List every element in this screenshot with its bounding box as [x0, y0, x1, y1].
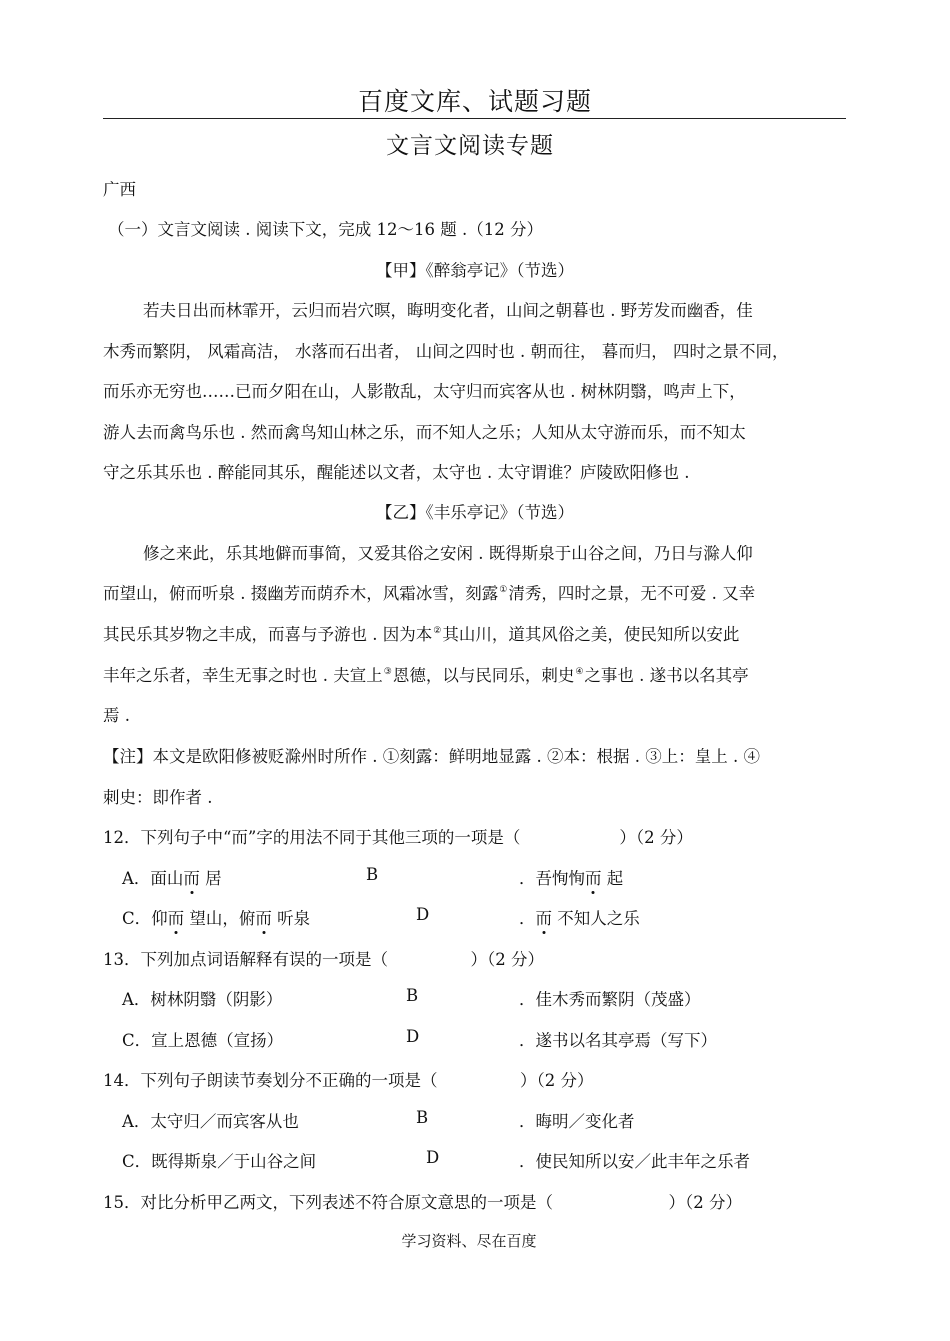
dotted-char: 而: [167, 909, 185, 928]
option-text: 居: [205, 869, 222, 888]
q13-option-a: [122, 986, 282, 1010]
option-text: 不知人之乐: [557, 909, 640, 928]
passage-b-text: 恩德，以与民同乐，刺史: [392, 666, 575, 685]
q13-option-b-label: B: [406, 986, 419, 1005]
passage-b-text: 而望山，俯而听泉 . 掇幽芳而荫乔木，风霜冰雪，刻露: [103, 584, 499, 603]
option-label: C．: [122, 1031, 152, 1050]
passage-b-text: 清秀，四时之景，无不可爱 . 又幸: [508, 584, 756, 603]
passage-b-title: 【乙】《丰乐亭记》（节选）: [376, 503, 574, 522]
dotted-char: 而: [585, 869, 602, 888]
document-title: 文言文阅读专题: [386, 133, 554, 159]
passage-a-title: 【甲】《醉翁亭记》（节选）: [376, 261, 574, 280]
passage-b-text: 其山川，道其风俗之美，使民知所以安此: [442, 625, 740, 644]
passage-a-line: 而乐亦无穷也……已而夕阳在山，人影散乱，太守归而宾客从也 . 树林阴翳，鸣声上下，: [103, 382, 746, 401]
option-label: C．: [122, 1152, 152, 1171]
dotted-char: 而: [183, 869, 200, 888]
header-divider: [103, 118, 846, 119]
footnote-marker: ③: [383, 667, 392, 677]
annotation-line: 刺史：即作者 .: [103, 788, 213, 807]
option-text: 望山，俯: [189, 909, 256, 928]
q14-option-d-label: D: [426, 1148, 440, 1167]
page-footer: 学习资料、尽在百度: [401, 1232, 537, 1250]
q13-option-d: ．遂书以名其亭焉（写下）: [519, 1031, 717, 1050]
q12-option-d-label: D: [416, 905, 430, 924]
q14-option-b-label: B: [416, 1108, 429, 1127]
region-label: 广西: [103, 180, 136, 199]
question-13-stem: 13．下列加点词语解释有误的一项是（ ）（2 分）: [103, 950, 544, 969]
option-text: 宣上恩德（宣扬）: [151, 1031, 284, 1050]
option-label: A．: [122, 1112, 151, 1131]
footnote-marker: ④: [575, 667, 584, 677]
footnote-marker: ②: [433, 626, 442, 636]
passage-b-text: 其民乐其岁物之丰成，而喜与予游也 . 因为本: [103, 625, 433, 644]
q12-option-c: [122, 905, 310, 929]
q14-option-a: [122, 1108, 299, 1132]
dotted-char: 而: [255, 909, 272, 928]
passage-b-line: 焉 .: [103, 706, 130, 725]
q13-option-c: [122, 1027, 283, 1051]
option-text: ．: [519, 909, 536, 928]
q12-option-a: [122, 865, 222, 889]
option-text: 树林阴翳（阴影）: [150, 990, 283, 1009]
q12-option-b: [519, 865, 623, 889]
passage-b-line: 修之来此，乐其地僻而事简，又爱其俗之安闲 . 既得斯泉于山谷之间，乃日与滁人仰: [143, 544, 753, 563]
passage-b-text: 之事也 . 遂书以名其亭: [584, 666, 749, 685]
passage-b-line: [103, 662, 749, 686]
q14-option-c: [122, 1148, 316, 1172]
passage-a-line: 游人去而禽鸟乐也 . 然而禽鸟知山林之乐，而不知人之乐；人知从太守游而乐，而不知太: [103, 423, 746, 442]
option-text: 既得斯泉／于山谷之间: [151, 1152, 317, 1171]
option-label: A．: [122, 990, 151, 1009]
dotted-char: 而: [535, 909, 552, 928]
option-text: 起: [606, 869, 624, 888]
q14-option-b: ．晦明／变化者: [519, 1112, 635, 1131]
option-text: 面山: [150, 869, 184, 888]
passage-b-line: [103, 621, 739, 645]
q12-option-d: [519, 905, 640, 929]
q12-option-b-label: B: [366, 865, 379, 884]
passage-a-line: 木秀而繁阴， 风霜高洁， 水落而石出者， 山间之四时也 . 朝而往， 暮而归， 四时之景不同，: [103, 342, 789, 361]
option-label: C．: [122, 909, 152, 928]
option-text: 太守归／而宾客从也: [150, 1112, 299, 1131]
passage-a-line: 若夫日出而林霏开，云归而岩穴暝，晦明变化者，山间之朝暮也 . 野芳发而幽香，佳: [143, 301, 753, 320]
option-text: 仰: [151, 909, 168, 928]
option-text: ．吾恂恂: [519, 869, 585, 888]
passage-b-text: 丰年之乐者，幸生无事之时也 . 夫宣上: [103, 666, 383, 685]
header-title: 百度文库、试题习题: [357, 87, 592, 116]
footnote-marker: ①: [499, 585, 508, 595]
option-text: 听泉: [277, 909, 311, 928]
q14-option-d: ．使民知所以安／此丰年之乐者: [519, 1152, 750, 1171]
question-15-stem: 15．对比分析甲乙两文，下列表述不符合原文意思的一项是（ ）（2 分）: [103, 1193, 742, 1212]
question-12-stem: 12．下列句子中“而”字的用法不同于其他三项的一项是（ ）（2 分）: [103, 828, 693, 847]
option-label: A．: [122, 869, 151, 888]
question-14-stem: 14．下列句子朗读节奏划分不正确的一项是（ ）（2 分）: [103, 1071, 594, 1090]
passage-a-line: 守之乐其乐也 . 醉能同其乐，醒能述以文者，太守也 . 太守谓谁？庐陵欧阳修也 .: [103, 463, 690, 482]
passage-b-line: [103, 580, 755, 604]
annotation-line: 【注】本文是欧阳修被贬滁州时所作 . ①刻露：鲜明地显露 . ②本：根据 . ③上：皇上 . ④: [103, 747, 760, 766]
q13-option-d-label: D: [406, 1027, 420, 1046]
section-heading: （一）文言文阅读 . 阅读下文，完成 12～16 题 .（12 分）: [108, 220, 543, 239]
q13-option-b: ．佳木秀而繁阴（茂盛）: [519, 990, 701, 1009]
